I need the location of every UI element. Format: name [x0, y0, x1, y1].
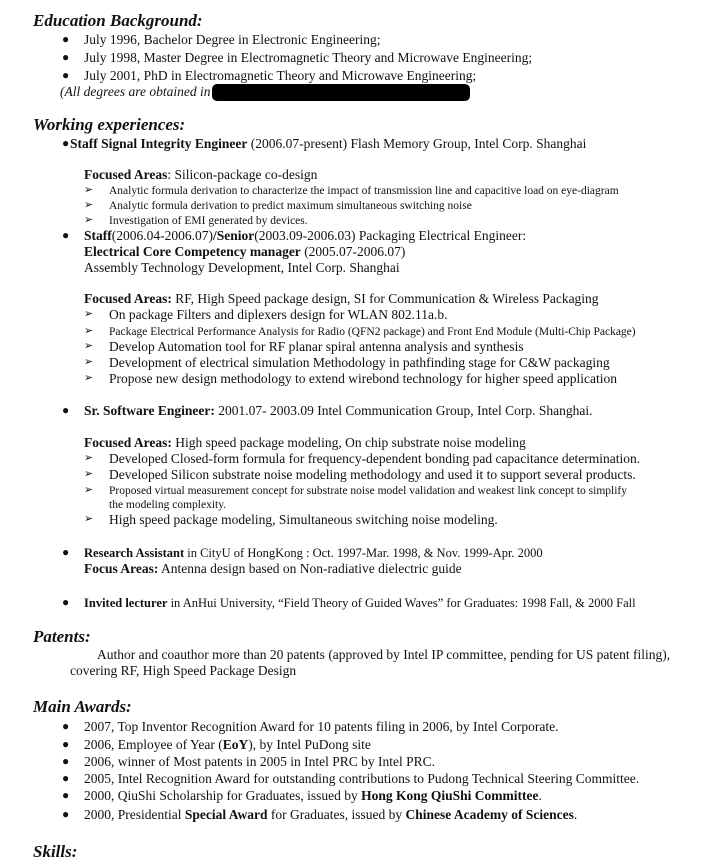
patents-line: Author and coauthor more than 20 patents (approved by Intel IP committee, pending for US patent filing),	[97, 647, 671, 662]
job3-focus-text: High speed package modeling, On chip substrate noise modeling	[171, 435, 526, 450]
job1-point: Analytic formula derivation to characterize the impact of transmission line and capacitive load on eye-diagram	[109, 185, 619, 197]
job5-line	[84, 595, 636, 611]
job4-details: in CityU of HongKong : Oct. 1997-Mar. 1998, & Nov. 1999-Apr. 2000	[184, 546, 543, 560]
job3-point: High speed package modeling, Simultaneous switching noise modeling.	[109, 512, 498, 527]
job2-point: Package Electrical Performance Analysis for Radio (QFN2 package) and Front End Module (Multi-Chip Package)	[109, 326, 636, 338]
job5-details: in AnHui University, “Field Theory of Guided Waves” for Graduates: 1998 Fall, & 2000 Fall	[167, 596, 636, 610]
arrow-bullet-icon: ➢	[84, 214, 94, 226]
job3-focus	[84, 435, 526, 451]
education-item: July 1996, Bachelor Degree in Electronic Engineering;	[84, 32, 381, 47]
education-note	[60, 84, 470, 101]
job2-point: On package Filters and diplexers design for WLAN 802.11a.b.	[109, 307, 448, 322]
job2-dates-senior: (2003.09-2006.03)	[254, 228, 356, 243]
arrow-bullet-icon: ➢	[84, 340, 94, 352]
job2-title-staff: Staff	[84, 228, 112, 243]
award-text: .	[573, 807, 578, 822]
award-item: 2005, Intel Recognition Award for outstanding contributions to Pudong Technical Steering Committee.	[84, 771, 640, 786]
arrow-bullet-icon: ➢	[84, 513, 94, 525]
award-highlight: EoY	[222, 737, 249, 752]
job2-line2	[84, 244, 405, 260]
job1-point: Investigation of EMI generated by devices.	[109, 215, 308, 227]
patents-line: covering RF, High Speed Package Design	[70, 663, 297, 678]
job2-focus-label: Focused Areas:	[84, 291, 172, 306]
job1-focus	[84, 167, 317, 183]
award-item: 2006, winner of Most patents in 2005 in Intel PRC by Intel PRC.	[84, 754, 435, 769]
job3-point: Developed Closed-form formula for frequency-dependent bonding pad capacitance determination.	[109, 451, 641, 466]
award-highlight: Special Award	[184, 807, 268, 822]
awards-heading: Main Awards:	[33, 697, 132, 716]
bullet-icon: ●	[62, 545, 70, 559]
job2-point: Development of electrical simulation Methodology in pathfinding stage for C&W packaging	[109, 355, 610, 370]
job2-manager-dates: (2005.07-2006.07)	[300, 244, 406, 259]
job3-title: Sr. Software Engineer:	[84, 403, 215, 418]
job2-line1	[84, 228, 526, 244]
arrow-bullet-icon: ➢	[84, 308, 94, 320]
job4-focus	[84, 561, 462, 577]
arrow-bullet-icon: ➢	[84, 484, 94, 496]
job2-title-senior: /Senior	[213, 228, 255, 243]
job3-line	[84, 403, 592, 419]
award-highlight: Hong Kong QiuShi Committee	[361, 788, 539, 803]
arrow-bullet-icon: ➢	[84, 184, 94, 196]
award-item	[84, 737, 371, 753]
bullet-icon: ●	[62, 595, 70, 609]
job5-title: Invited lecturer	[84, 596, 168, 610]
job1-focus-label: Focused Areas	[84, 167, 168, 182]
job2-line3: Assembly Technology Development, Intel Corp. Shanghai	[84, 260, 400, 275]
bullet-icon: ●	[62, 228, 70, 242]
job3-focus-label: Focused Areas:	[84, 435, 172, 450]
arrow-bullet-icon: ➢	[84, 356, 94, 368]
bullet-icon: ●	[62, 136, 70, 150]
job1-title: Staff Signal Integrity Engineer	[70, 136, 248, 151]
job2-focus-text: RF, High Speed package design, SI for Communication & Wireless Packaging	[171, 291, 599, 306]
education-item: July 1998, Master Degree in Electromagnetic Theory and Microwave Engineering;	[84, 50, 533, 65]
award-highlight: Chinese Academy of Sciences	[405, 807, 574, 822]
job4-focus-text: Antenna design based on Non-radiative dielectric guide	[158, 561, 462, 576]
job2-manager-title: Electrical Core Competency manager	[84, 244, 301, 259]
patents-heading: Patents:	[33, 627, 91, 646]
job2-focus	[84, 291, 599, 307]
bullet-icon: ●	[62, 737, 70, 751]
award-text: 2000, Presidential	[84, 807, 185, 822]
arrow-bullet-icon: ➢	[84, 325, 94, 337]
job3-point: Proposed virtual measurement concept for substrate noise model validation and weakest link concept to simplify	[109, 485, 628, 497]
award-text: .	[538, 788, 542, 803]
bullet-icon: ●	[62, 719, 70, 733]
job4-line	[84, 545, 543, 561]
bullet-icon: ●	[62, 771, 70, 785]
award-item	[84, 807, 577, 823]
award-item	[84, 788, 542, 804]
award-item: 2007, Top Inventor Recognition Award for 10 patents filing in 2006, by Intel Corporate.	[84, 719, 559, 734]
education-item: July 2001, PhD in Electromagnetic Theory and Microwave Engineering;	[84, 68, 477, 83]
arrow-bullet-icon: ➢	[84, 468, 94, 480]
job3-point-continued: the modeling complexity.	[109, 499, 227, 511]
arrow-bullet-icon: ➢	[84, 452, 94, 464]
arrow-bullet-icon: ➢	[84, 199, 94, 211]
bullet-icon: ●	[62, 754, 70, 768]
job4-title: Research Assistant	[84, 546, 185, 560]
job2-role: Packaging Electrical Engineer:	[355, 228, 527, 243]
award-text: 2000, QiuShi Scholarship for Graduates, issued by	[84, 788, 362, 803]
job4-focus-label: Focus Areas:	[84, 561, 159, 576]
bullet-icon: ●	[62, 68, 70, 82]
job1-point: Analytic formula derivation to predict maximum simultaneous switching noise	[109, 200, 472, 212]
work-heading: Working experiences:	[33, 115, 186, 134]
bullet-icon: ●	[62, 788, 70, 802]
education-heading: Education Background:	[33, 11, 203, 30]
award-text: 2006, Employee of Year (	[84, 737, 223, 752]
job2-point: Develop Automation tool for RF planar spiral antenna analysis and synthesis	[109, 339, 524, 354]
bullet-icon: ●	[62, 403, 70, 417]
job2-dates-staff: (2006.04-2006.07)	[111, 228, 213, 243]
education-note-text: (All degrees are obtained in	[60, 84, 211, 99]
job3-point: Developed Silicon substrate noise modeling methodology and used it to support several products.	[109, 467, 636, 482]
bullet-icon: ●	[62, 807, 70, 821]
arrow-bullet-icon: ➢	[84, 372, 94, 384]
skills-heading: Skills:	[33, 842, 78, 861]
job2-point: Propose new design methodology to extend wirebond technology for higher speed application	[109, 371, 618, 386]
job1-focus-text: : Silicon-package co-design	[167, 167, 318, 182]
award-text: for Graduates, issued by	[267, 807, 406, 822]
job1-line	[70, 136, 586, 152]
bullet-icon: ●	[62, 50, 70, 64]
bullet-icon: ●	[62, 32, 70, 46]
award-text: ), by Intel PuDong site	[248, 737, 371, 752]
job3-details: 2001.07- 2003.09 Intel Communication Group, Intel Corp. Shanghai.	[214, 403, 593, 418]
job1-details: (2006.07-present) Flash Memory Group, Intel Corp. Shanghai	[247, 136, 587, 151]
redaction-bar	[212, 84, 470, 101]
